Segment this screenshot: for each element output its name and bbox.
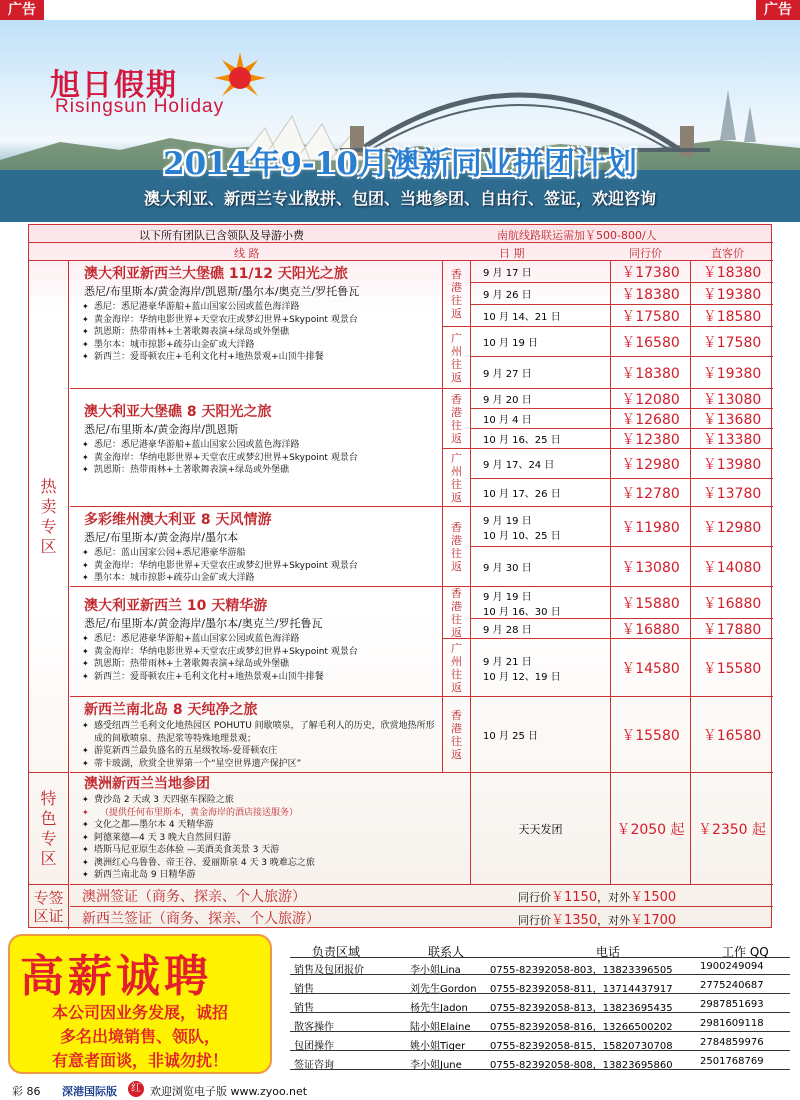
- date-line: 10 月 16、30 日: [483, 606, 561, 618]
- contact-qq: 2501768769: [700, 1056, 764, 1067]
- tour-route-1: [70, 261, 442, 389]
- date-line: 9 月 19 日: [483, 591, 532, 603]
- origin-guangzhou: 广州往返: [442, 639, 470, 697]
- date-line: 9 月 19 日: [483, 515, 532, 527]
- date-cell: 9 月 17 日: [470, 261, 610, 283]
- special-direct-price: ￥2350 起: [690, 773, 773, 885]
- contact-area: 销售: [294, 984, 314, 995]
- contact-person: 杨先生Jadon: [410, 1003, 468, 1014]
- tour-price-table: [28, 224, 772, 928]
- peer-price-cell: ￥18380: [610, 357, 690, 389]
- tour-item: ✦ 黄金海岸：华纳电影世界+天堂农庄或梦幻世界+Skypoint 观景台: [84, 646, 442, 659]
- page-title: 2014年9-10月澳新同业拼团计划: [163, 146, 637, 182]
- tour-title: 澳大利亚新西兰大堡礁 11/12 天阳光之旅: [84, 266, 348, 282]
- direct-price: ￥1700: [630, 912, 677, 928]
- peer-price-cell: ￥17380: [610, 261, 690, 283]
- direct-price-cell: ￥17880: [690, 619, 773, 639]
- rising-sun-logo-icon: [212, 50, 268, 106]
- tour-item: ✦ 墨尔本：城市掠影+疏芬山金矿或大洋路: [84, 339, 442, 352]
- contact-person: 姚小姐Tiger: [410, 1041, 466, 1052]
- category-special: 特色专区: [29, 773, 69, 885]
- special-item: ✦ 塔斯马尼亚原生态体验 —美酒美食美景 3 天游: [84, 844, 470, 857]
- tour-item: ✦ 蒂卡玻湖，欣赏全世界第一个“星空世界遗产保护区”: [84, 758, 442, 771]
- contact-area: 销售及包团报价: [294, 965, 364, 976]
- date-cell: 9 月 17、24 日: [470, 449, 610, 479]
- origin-guangzhou: 广州往返: [442, 449, 470, 507]
- tour-title: 多彩维州澳大利亚 8 天风情游: [84, 512, 272, 528]
- contact-phone: 0755-82392058-816，13266500202: [490, 1022, 673, 1033]
- tour-stops: 悉尼/布里斯本/黄金海岸/墨尔本/奥克兰/罗托鲁瓦: [84, 617, 323, 630]
- note-csa-surcharge: 南航线路联运需加￥500-800/人: [497, 229, 657, 242]
- peer-price-cell: ￥14580: [610, 639, 690, 697]
- visa-row-australia: [70, 885, 773, 907]
- contact-area: 签证咨询: [294, 1060, 334, 1071]
- tour-title: 澳大利亚新西兰 10 天精华游: [84, 598, 268, 614]
- tour-item: ✦ 黄金海岸：华纳电影世界+天堂农庄或梦幻世界+Skypoint 观景台: [84, 314, 442, 327]
- peer-price-cell: ￥12380: [610, 429, 690, 449]
- date-cell: 10 月 14、21 日: [470, 305, 610, 327]
- table-note-row: [29, 225, 773, 243]
- origin-hongkong: 香港往返: [442, 389, 470, 449]
- col-peer-price: 同行价: [629, 247, 662, 260]
- special-item: ✦ 费沙岛 2 天或 3 天四驱车探险之旅: [84, 794, 470, 807]
- tour-item: ✦ 新西兰：爱哥顿农庄+毛利文化村+地热景观+山顶牛排餐: [84, 671, 442, 684]
- recruit-line: 有意者面谈，非诚勿扰！: [51, 1051, 228, 1070]
- tour-item: ✦ 凯恩斯：热带雨林+土著歌舞表演+绿岛或外堡礁: [84, 658, 442, 671]
- tour-item: ✦ 凯恩斯：热带雨林+土著歌舞表演+绿岛或外堡礁: [84, 464, 442, 477]
- direct-price-cell: ￥13780: [690, 479, 773, 507]
- page-footer: [0, 1080, 800, 1100]
- contact-qq: 2784859976: [700, 1037, 764, 1048]
- date-cell: 9 月 26 日: [470, 283, 610, 305]
- tour-route-5: [70, 697, 442, 773]
- date-cell: [470, 639, 610, 697]
- direct-price-cell: ￥13080: [690, 389, 773, 409]
- peer-label: 同行价: [518, 913, 551, 927]
- category-hot: 热卖专区: [29, 261, 69, 773]
- direct-price-cell: ￥14080: [690, 547, 773, 587]
- peer-price-cell: ￥18380: [610, 283, 690, 305]
- peer-price-cell: ￥12780: [610, 479, 690, 507]
- visa-row-newzealand: [70, 907, 773, 929]
- ad-tag-right: 广告: [756, 0, 800, 20]
- recruit-title: 高薪诚聘: [20, 951, 212, 1002]
- contact-phone: 0755-82392058-813，13823695435: [490, 1003, 673, 1014]
- special-item: ✦ 阿德莱德—4 天 3 晚大自然回归游: [84, 832, 470, 845]
- tour-stops: 悉尼/布里斯本/黄金海岸/凯恩斯: [84, 423, 239, 436]
- special-item: ✦ 澳洲红心乌鲁鲁、帝王谷、爱丽斯泉 4 天 3 晚难忘之旅: [84, 857, 470, 870]
- tour-item: ✦ 感受纽西兰毛利文化地热园区 POHUTU 间歇喷泉，了解毛利人的历史，欣赏地热所形成的间歇喷泉、热泥浆等特殊地理景观；: [84, 720, 442, 745]
- date-cell: 10 月 19 日: [470, 327, 610, 357]
- special-title: 澳洲新西兰当地参团: [84, 776, 210, 792]
- date-cell: 10 月 25 日: [470, 697, 610, 773]
- tour-stops: 悉尼/布里斯本/黄金海岸/墨尔本: [84, 531, 239, 544]
- contact-qq: 2987851693: [700, 999, 764, 1010]
- direct-price-cell: ￥18380: [690, 261, 773, 283]
- tour-title: 澳大利亚大堡礁 8 天阳光之旅: [84, 404, 272, 420]
- special-item: ✦ 文化之都—墨尔本 4 天精华游: [84, 819, 470, 832]
- edition-label: 深港国际版: [62, 1085, 117, 1098]
- date-cell: 9 月 30 日: [470, 547, 610, 587]
- contact-row: [290, 1034, 790, 1051]
- peer-label: 同行价: [518, 891, 551, 904]
- contact-phone: 0755-82392058-808，13823695860: [490, 1060, 673, 1071]
- direct-price-cell: ￥13380: [690, 429, 773, 449]
- tour-item: ✦ 凯恩斯：热带雨林+土著歌舞表演+绿岛或外堡礁: [84, 326, 442, 339]
- recruit-line: 本公司因业务发展，诚招: [51, 1003, 228, 1022]
- recruit-line: 多名出境销售、领队，: [59, 1027, 220, 1046]
- date-cell: [470, 587, 610, 619]
- ad-tag-left: 广告: [0, 0, 44, 20]
- special-item: ✦ 新西兰南北岛 9 日精华游: [84, 869, 470, 882]
- tour-item: ✦ 悉尼：蓝山国家公园+悉尼港豪华游船: [84, 547, 442, 560]
- direct-price-cell: ￥19380: [690, 357, 773, 389]
- contact-row: [290, 996, 790, 1013]
- direct-price-cell: ￥13680: [690, 409, 773, 429]
- tour-item: ✦ 新西兰：爱哥顿农庄+毛利文化村+地热景观+山顶牛排餐: [84, 351, 442, 364]
- contact-area: 散客操作: [294, 1022, 334, 1033]
- special-date: 天天发团: [470, 773, 610, 885]
- direct-price-cell: ￥15580: [690, 639, 773, 697]
- contact-col-person: 联系人: [428, 945, 465, 959]
- peer-price-cell: ￥15580: [610, 697, 690, 773]
- visa-label: 新西兰签证（商务、探亲、个人旅游）: [82, 911, 320, 927]
- date-line: 10 月 10、25 日: [483, 530, 561, 542]
- peer-price-cell: ￥13080: [610, 547, 690, 587]
- date-cell: 9 月 20 日: [470, 389, 610, 409]
- tour-route-3: [70, 507, 442, 587]
- contact-person: 李小姐Lina: [410, 965, 461, 976]
- red-circle-badge: 红: [128, 1081, 144, 1097]
- contact-col-phone: 电话: [596, 945, 621, 959]
- contact-table: [290, 940, 790, 1072]
- visa-label: 澳洲签证（商务、探亲、个人旅游）: [82, 888, 306, 905]
- tour-item: ✦ 墨尔本：城市掠影+疏芬山金矿或大洋路: [84, 572, 442, 585]
- special-local-tours: [70, 773, 470, 885]
- origin-hongkong: 香港往返: [442, 507, 470, 587]
- date-cell: 9 月 27 日: [470, 357, 610, 389]
- direct-price-cell: ￥12980: [690, 507, 773, 547]
- logo-chinese: 旭日假期: [50, 68, 178, 103]
- date-cell: 10 月 17、26 日: [470, 479, 610, 507]
- peer-price-cell: ￥12680: [610, 409, 690, 429]
- tour-item: ✦ 黄金海岸：华纳电影世界+天堂农庄或梦幻世界+Skypoint 观景台: [84, 560, 442, 573]
- visa-price: [518, 909, 676, 928]
- direct-label: ，对外: [597, 891, 631, 904]
- logo-english: Risingsun Holiday: [55, 96, 225, 117]
- visa-price: [518, 886, 676, 905]
- tour-item: ✦ 悉尼：悉尼港豪华游船+蓝山国家公园或蓝色海洋路: [84, 633, 442, 646]
- contact-phone: 0755-82392058-803，13823396505: [490, 965, 673, 976]
- tour-item: ✦ 悉尼：悉尼港豪华游船+蓝山国家公园或蓝色海洋路: [84, 439, 442, 452]
- date-line: 10 月 12、19 日: [483, 671, 561, 683]
- tour-item: ✦ 黄金海岸：华纳电影世界+天堂农庄或梦幻世界+Skypoint 观景台: [84, 452, 442, 465]
- recruitment-box: [8, 934, 272, 1074]
- peer-price: ￥1150: [551, 890, 598, 905]
- peer-price-cell: ￥15880: [610, 587, 690, 619]
- tour-title: 新西兰南北岛 8 天纯净之旅: [84, 702, 258, 718]
- date-cell: [470, 507, 610, 547]
- peer-price-cell: ￥16580: [610, 327, 690, 357]
- page-number: 彩 86: [12, 1085, 41, 1098]
- contact-qq: 2981609118: [700, 1018, 764, 1029]
- origin-guangzhou: 广州往返: [442, 327, 470, 389]
- direct-price-cell: ￥13980: [690, 449, 773, 479]
- welcome-link[interactable]: 欢迎浏览电子版 www.zyoo.net: [150, 1085, 308, 1098]
- note-tips-included: 以下所有团队已含领队及导游小费: [139, 229, 304, 242]
- contact-qq: 2775240687: [700, 980, 764, 991]
- direct-label: ，对外: [597, 913, 631, 927]
- date-cell: 9 月 28 日: [470, 619, 610, 639]
- tour-route-4: [70, 587, 442, 697]
- col-route: 线 路: [234, 247, 260, 260]
- direct-price-cell: ￥18580: [690, 305, 773, 327]
- special-peer-price: ￥2050 起: [610, 773, 690, 885]
- contact-area: 销售: [294, 1003, 314, 1014]
- contact-phone: 0755-82392058-815，15820730708: [490, 1041, 673, 1052]
- tour-item: ✦ 游览新西兰最负盛名的五星级牧场-爱哥顿农庄: [84, 745, 442, 758]
- contact-col-area: 负责区域: [312, 945, 361, 959]
- direct-price: ￥1500: [630, 890, 677, 905]
- contact-col-qq: 工作 QQ: [722, 945, 769, 959]
- contact-row: [290, 1053, 790, 1070]
- col-direct-price: 直客价: [711, 247, 744, 260]
- origin-hongkong: 香港往返: [442, 261, 470, 327]
- date-cell: 10 月 16、25 日: [470, 429, 610, 449]
- date-line: 9 月 21 日: [483, 656, 532, 668]
- contact-area: 包团操作: [294, 1041, 334, 1052]
- direct-price-cell: ￥19380: [690, 283, 773, 305]
- contact-qq: 1900249094: [700, 961, 764, 972]
- tour-route-2: [70, 389, 442, 507]
- peer-price: ￥1350: [551, 912, 598, 928]
- contact-row: [290, 977, 790, 994]
- page-subtitle: 澳大利亚、新西兰专业散拼、包团、当地参团、自由行、签证，欢迎咨询: [143, 189, 656, 208]
- contact-person: 陆小姐Elaine: [410, 1022, 471, 1033]
- peer-price-cell: ￥12080: [610, 389, 690, 409]
- peer-price-cell: ￥17580: [610, 305, 690, 327]
- contact-row: [290, 958, 790, 975]
- contact-header-row: [290, 940, 790, 958]
- tour-stops: 悉尼/布里斯本/黄金海岸/凯恩斯/墨尔本/奥克兰/罗托鲁瓦: [84, 285, 360, 298]
- category-visa: 专签区证: [29, 885, 69, 929]
- origin-hongkong: 香港往返: [442, 697, 470, 773]
- direct-price-cell: ￥16580: [690, 697, 773, 773]
- tour-item: ✦ 悉尼：悉尼港豪华游船+蓝山国家公园或蓝色海洋路: [84, 301, 442, 314]
- contact-phone: 0755-82392058-811，13714437917: [490, 984, 673, 995]
- contact-person: 刘先生Gordon: [410, 984, 477, 995]
- contact-person: 李小姐June: [410, 1060, 462, 1071]
- origin-hongkong: 香港往返: [442, 587, 470, 639]
- table-header-row: [29, 243, 773, 261]
- peer-price-cell: ￥12980: [610, 449, 690, 479]
- peer-price-cell: ￥11980: [610, 507, 690, 547]
- direct-price-cell: ￥17580: [690, 327, 773, 357]
- contact-row: [290, 1015, 790, 1032]
- peer-price-cell: ￥16880: [610, 619, 690, 639]
- header-banner: [0, 20, 800, 222]
- special-item-note: ✦ （提供任何布里斯本，黄金海岸的酒店接送服务）: [84, 807, 470, 820]
- direct-price-cell: ￥16880: [690, 587, 773, 619]
- date-cell: 10 月 4 日: [470, 409, 610, 429]
- col-date: 日 期: [499, 247, 525, 260]
